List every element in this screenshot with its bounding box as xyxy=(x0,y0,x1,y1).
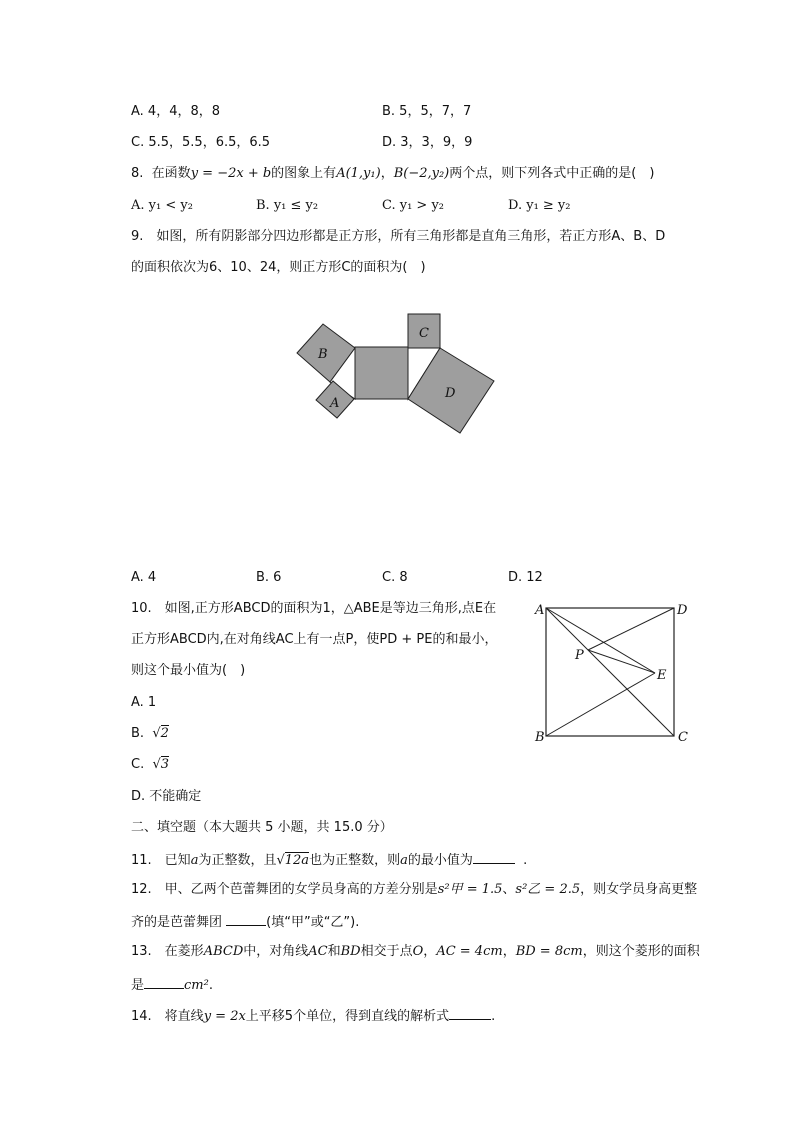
q12-text-2: ，则女学员身高更整 xyxy=(580,882,698,897)
label-c: C xyxy=(419,326,429,341)
q8-option-d: D. y₁ ≥ y₂ xyxy=(508,198,571,213)
sqrt-sign: √ xyxy=(152,757,161,772)
q13-text-2: 中，对角线 xyxy=(243,944,309,959)
segment-pd xyxy=(588,608,674,650)
q11-text-1: 11. 已知 xyxy=(131,853,191,868)
label-d: D xyxy=(677,603,688,618)
q13-point-o: O xyxy=(412,944,424,959)
q12-answer-blank[interactable] xyxy=(226,912,266,926)
q11-var-a: a xyxy=(190,853,199,868)
q11-radicand: 12a xyxy=(284,853,310,868)
q9-option-d: D. 12 xyxy=(508,570,543,585)
q7-option-a: A. 4，4，8，8 xyxy=(131,104,221,119)
sqrt-sign: √ xyxy=(276,853,285,868)
q13-text-5: ，则这个菱形的面积 xyxy=(582,944,700,959)
q10-stem-line-2: 正方形ABCD内,在对角线AC上有一点P，使PD + PE的和最小， xyxy=(131,632,498,647)
label-c: C xyxy=(678,730,688,745)
q12-stem-line-2 xyxy=(131,912,359,932)
diagonal-ac xyxy=(546,608,674,736)
q10-option-c-prefix: C. xyxy=(131,757,145,772)
q13-diag-bd: BD xyxy=(340,944,361,959)
q11-text-3: 也为正整数，则 xyxy=(309,853,401,868)
label-a: A xyxy=(535,603,545,618)
q11-answer-blank[interactable] xyxy=(473,850,515,864)
q10-option-d: D. 不能确定 xyxy=(131,789,202,804)
q8-text-2: 的图象上有 xyxy=(271,166,337,181)
q10-option-b xyxy=(131,725,169,743)
square-center xyxy=(355,347,408,399)
q14-answer-blank[interactable] xyxy=(449,1006,491,1020)
q12-variance-jia: s²甲 = 1.5 xyxy=(437,882,503,897)
q10-option-a: A. 1 xyxy=(131,695,157,710)
q13-text-3: 和 xyxy=(327,944,341,959)
segment-ae xyxy=(546,608,655,673)
q10-option-c xyxy=(131,756,169,774)
q13-unit: cm² xyxy=(184,978,209,993)
q8-function: y = −2x + b xyxy=(190,166,272,181)
q12-variance-yi: s²乙 = 2.5 xyxy=(515,882,581,897)
q12-stem-line-1 xyxy=(131,881,697,899)
q13-sep-1: ， xyxy=(423,944,437,959)
label-b: B xyxy=(535,730,545,745)
q14-line-expr: y = 2x xyxy=(203,1009,246,1024)
q9-stem-line-1: 9. 如图，所有阴影部分四边形都是正方形，所有三角形都是直角三角形，若正方形A、B、D xyxy=(131,229,666,244)
label-b: B xyxy=(318,347,328,362)
q8-text-1: 在函数 xyxy=(151,166,191,181)
q10-square-figure xyxy=(530,598,700,748)
q14-text-1: 14. 将直线 xyxy=(131,1009,204,1024)
q10-option-c-radicand: 3 xyxy=(160,757,170,772)
q8-point-a: A(1,y₁) xyxy=(336,166,381,181)
q14-stem xyxy=(131,1006,495,1026)
label-a: A xyxy=(330,396,340,411)
q10-option-b-prefix: B. xyxy=(131,726,145,741)
q11-text-4: 的最小值为 xyxy=(407,853,473,868)
q11-var-a-2: a xyxy=(400,853,408,868)
sqrt-sign: √ xyxy=(152,726,161,741)
q12-text-4: (填“甲”或“乙”). xyxy=(266,915,360,930)
q9-option-b: B. 6 xyxy=(256,570,282,585)
q10-stem-line-1: 10. 如图,正方形ABCD的面积为1，△ABE是等边三角形,点E在 xyxy=(131,601,497,616)
q9-stem-line-2: 的面积依次为6、10、24，则正方形C的面积为( ) xyxy=(131,260,426,275)
q11-text-2: 为正整数，且 xyxy=(198,853,277,868)
q12-text-1: 12. 甲、乙两个芭蕾舞团的女学员身高的方差分别是 xyxy=(131,882,438,897)
q13-bd-value: BD = 8cm xyxy=(515,944,583,959)
label-e: E xyxy=(657,668,667,683)
q12-text-3: 齐的是芭蕾舞团 xyxy=(131,915,223,930)
q7-option-b: B. 5，5，7，7 xyxy=(382,104,472,119)
q8-stem xyxy=(131,165,654,183)
q8-option-b: B. y₁ ≤ y₂ xyxy=(256,198,319,213)
q9-squares-figure xyxy=(290,308,500,438)
q8-number: 8. xyxy=(131,166,144,181)
q8-sep: ， xyxy=(380,166,394,181)
section-2-title: 二、填空题（本大题共 5 小题，共 15.0 分） xyxy=(131,820,393,835)
q12-sep: 、 xyxy=(502,882,516,897)
q13-answer-blank[interactable] xyxy=(144,975,184,989)
q13-ac-value: AC = 4cm xyxy=(436,944,503,959)
q11-period: . xyxy=(523,853,528,868)
q10-stem-line-3: 则这个最小值为( ) xyxy=(131,663,246,678)
q8-option-a: A. y₁ < y₂ xyxy=(131,198,193,213)
segment-be xyxy=(546,673,655,736)
q9-option-c: C. 8 xyxy=(382,570,408,585)
q7-option-d: D. 3，3，9，9 xyxy=(382,135,473,150)
q10-option-b-radicand: 2 xyxy=(160,726,169,741)
label-d: D xyxy=(445,386,456,401)
q13-stem-line-1 xyxy=(131,943,700,961)
q8-option-c: C. y₁ > y₂ xyxy=(382,198,445,213)
q7-option-c: C. 5.5，5.5，6.5，6.5 xyxy=(131,135,271,150)
q13-text-6: 是 xyxy=(131,978,145,993)
q9-option-a: A. 4 xyxy=(131,570,157,585)
q13-diag-ac: AC xyxy=(308,944,328,959)
q8-text-3: 两个点，则下列各式中正确的是( ) xyxy=(449,166,655,181)
q13-sep-2: ， xyxy=(502,944,516,959)
label-p: P xyxy=(575,648,584,663)
q11-stem xyxy=(131,850,527,870)
q13-text-1: 13. 在菱形 xyxy=(131,944,204,959)
q13-period: . xyxy=(208,978,213,993)
q8-point-b: B(−2,y₂) xyxy=(393,166,450,181)
q13-stem-line-2 xyxy=(131,975,213,995)
q14-text-2: 上平移5个单位，得到直线的解析式 xyxy=(245,1009,450,1024)
q14-period: . xyxy=(491,1009,496,1024)
q13-text-4: 相交于点 xyxy=(360,944,413,959)
q13-rhombus-name: ABCD xyxy=(203,944,244,959)
